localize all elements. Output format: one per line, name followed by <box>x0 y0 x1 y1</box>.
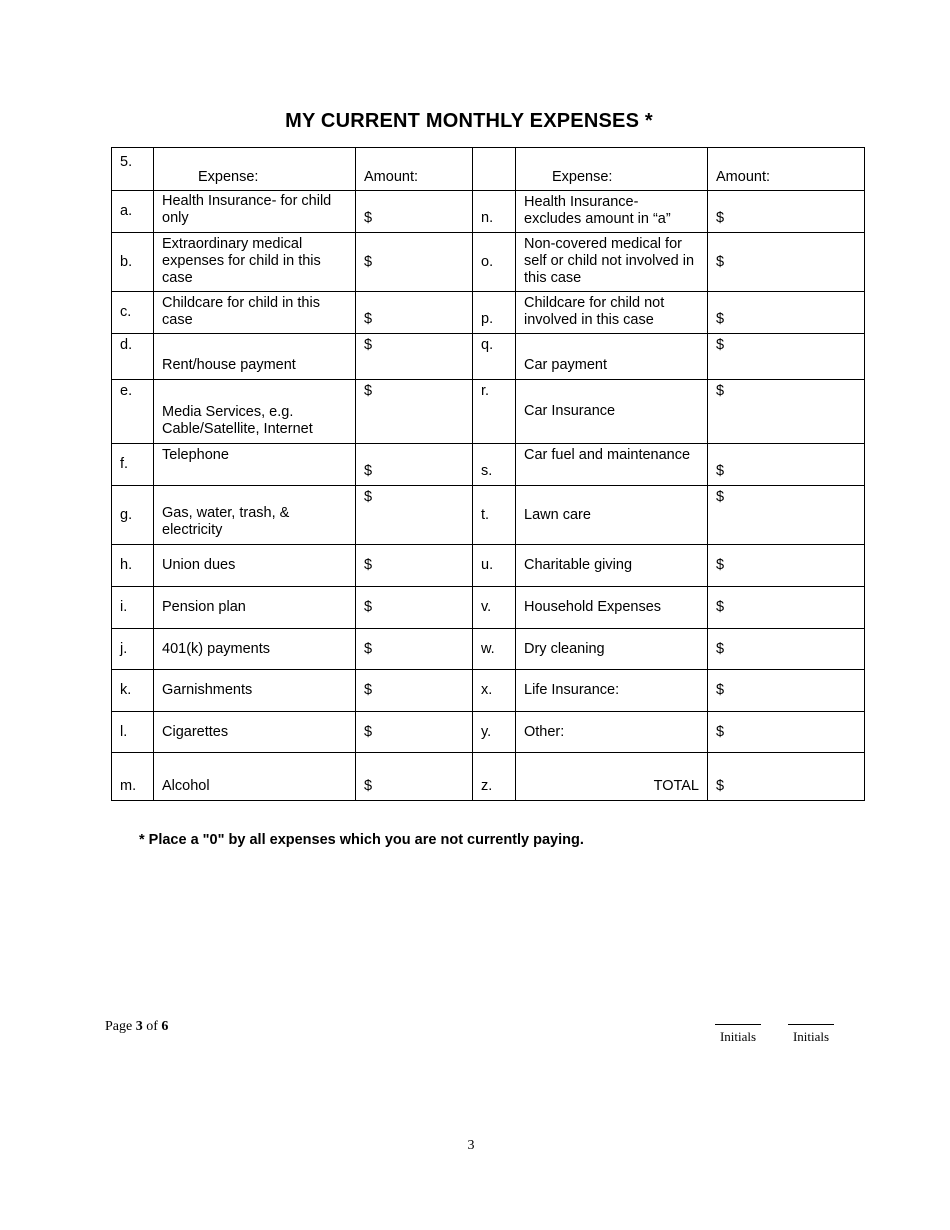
page-indicator <box>105 1019 168 1035</box>
header-amount-right: Amount: <box>708 148 865 191</box>
amount-field[interactable]: $ <box>356 670 473 712</box>
total-pages: 6 <box>161 1019 169 1034</box>
total-amount-field[interactable]: $ <box>708 753 865 801</box>
initials-line <box>788 1024 834 1025</box>
table-row <box>112 670 865 712</box>
table-row <box>112 444 865 486</box>
expense-label: Car payment <box>516 334 708 380</box>
item-letter: d. <box>112 334 154 380</box>
item-letter: m. <box>112 753 154 801</box>
page-label: Page <box>105 1019 133 1034</box>
header-expense-left: Expense: <box>154 148 356 191</box>
item-letter: l. <box>112 712 154 753</box>
expense-label: Health Insurance- for child only <box>154 191 356 233</box>
expense-label: Extraordinary medical expenses for child in this case <box>154 233 356 292</box>
item-letter: j. <box>112 629 154 670</box>
amount-field[interactable]: $ <box>356 587 473 629</box>
table-row <box>112 545 865 587</box>
item-letter: p. <box>473 292 516 334</box>
amount-field[interactable]: $ <box>708 380 865 444</box>
expense-label: Car Insurance <box>516 380 708 444</box>
expense-label: Union dues <box>154 545 356 587</box>
header-amount-left: Amount: <box>356 148 473 191</box>
table-row <box>112 486 865 545</box>
item-letter: h. <box>112 545 154 587</box>
table-row <box>112 629 865 670</box>
amount-field[interactable]: $ <box>708 334 865 380</box>
expense-label: Dry cleaning <box>516 629 708 670</box>
page-title: MY CURRENT MONTHLY EXPENSES * <box>285 110 653 132</box>
table-row <box>112 712 865 753</box>
item-letter: u. <box>473 545 516 587</box>
item-letter: t. <box>473 486 516 545</box>
expense-label: Media Services, e.g. Cable/Satellite, Internet <box>154 380 356 444</box>
table-row <box>112 292 865 334</box>
item-letter: w. <box>473 629 516 670</box>
item-letter: a. <box>112 191 154 233</box>
amount-field[interactable]: $ <box>356 191 473 233</box>
expense-label: Charitable giving <box>516 545 708 587</box>
expense-label: Garnishments <box>154 670 356 712</box>
amount-field[interactable]: $ <box>356 753 473 801</box>
expense-label: 401(k) payments <box>154 629 356 670</box>
amount-field[interactable]: $ <box>708 629 865 670</box>
expense-label: Telephone <box>154 444 356 486</box>
item-letter: n. <box>473 191 516 233</box>
initials-line <box>715 1024 761 1025</box>
expense-label: Gas, water, trash, & electricity <box>154 486 356 545</box>
amount-field[interactable]: $ <box>708 292 865 334</box>
amount-field[interactable]: $ <box>708 233 865 292</box>
item-letter: c. <box>112 292 154 334</box>
table-row <box>112 587 865 629</box>
item-letter: i. <box>112 587 154 629</box>
amount-field[interactable]: $ <box>356 334 473 380</box>
item-letter: x. <box>473 670 516 712</box>
amount-field[interactable]: $ <box>356 380 473 444</box>
page-number: 3 <box>467 1138 475 1153</box>
initials-label: Initials <box>719 1029 757 1044</box>
table-row <box>112 191 865 233</box>
table-row <box>112 753 865 801</box>
item-letter: z. <box>473 753 516 801</box>
initials-label: Initials <box>792 1029 830 1044</box>
expense-label: Life Insurance: <box>516 670 708 712</box>
amount-field[interactable]: $ <box>356 629 473 670</box>
item-letter: v. <box>473 587 516 629</box>
amount-field[interactable]: $ <box>708 587 865 629</box>
expenses-table <box>111 147 865 801</box>
header-expense-right: Expense: <box>516 148 708 191</box>
amount-field[interactable]: $ <box>708 545 865 587</box>
amount-field[interactable]: $ <box>708 670 865 712</box>
item-letter: o. <box>473 233 516 292</box>
footnote: * Place a "0" by all expenses which you are not currently paying. <box>139 832 584 848</box>
table-row <box>112 334 865 380</box>
table-row <box>112 233 865 292</box>
expense-label: Childcare for child in this case <box>154 292 356 334</box>
expense-label: Alcohol <box>154 753 356 801</box>
of-label: of <box>146 1019 158 1034</box>
expense-label: Rent/house payment <box>154 334 356 380</box>
total-label: TOTAL <box>516 753 708 801</box>
item-letter: q. <box>473 334 516 380</box>
expense-label: Other: <box>516 712 708 753</box>
item-letter: e. <box>112 380 154 444</box>
expense-label: Childcare for child not involved in this case <box>516 292 708 334</box>
amount-field[interactable]: $ <box>708 191 865 233</box>
item-letter: g. <box>112 486 154 545</box>
item-letter: k. <box>112 670 154 712</box>
amount-field[interactable]: $ <box>356 233 473 292</box>
initials-field-2[interactable] <box>785 1024 837 1045</box>
expense-label: Non-covered medical for self or child not involved in this case <box>516 233 708 292</box>
item-letter: y. <box>473 712 516 753</box>
expense-label: Health Insurance- excludes amount in “a” <box>516 191 708 233</box>
item-letter: r. <box>473 380 516 444</box>
item-letter: f. <box>112 444 154 486</box>
amount-field[interactable]: $ <box>356 545 473 587</box>
amount-field[interactable]: $ <box>356 486 473 545</box>
amount-field[interactable]: $ <box>356 292 473 334</box>
amount-field[interactable]: $ <box>356 444 473 486</box>
table-header-row <box>112 148 865 191</box>
expense-label: Cigarettes <box>154 712 356 753</box>
item-letter: b. <box>112 233 154 292</box>
expense-label: Household Expenses <box>516 587 708 629</box>
amount-field[interactable]: $ <box>708 444 865 486</box>
amount-field[interactable]: $ <box>708 712 865 753</box>
amount-field[interactable]: $ <box>708 486 865 545</box>
amount-field[interactable]: $ <box>356 712 473 753</box>
expense-label: Lawn care <box>516 486 708 545</box>
initials-field-1[interactable] <box>712 1024 764 1045</box>
table-row <box>112 380 865 444</box>
section-number: 5. <box>112 148 154 191</box>
expense-label: Pension plan <box>154 587 356 629</box>
expense-label: Car fuel and maintenance <box>516 444 708 486</box>
item-letter: s. <box>473 444 516 486</box>
header-blank <box>473 148 516 191</box>
current-page: 3 <box>135 1019 143 1034</box>
